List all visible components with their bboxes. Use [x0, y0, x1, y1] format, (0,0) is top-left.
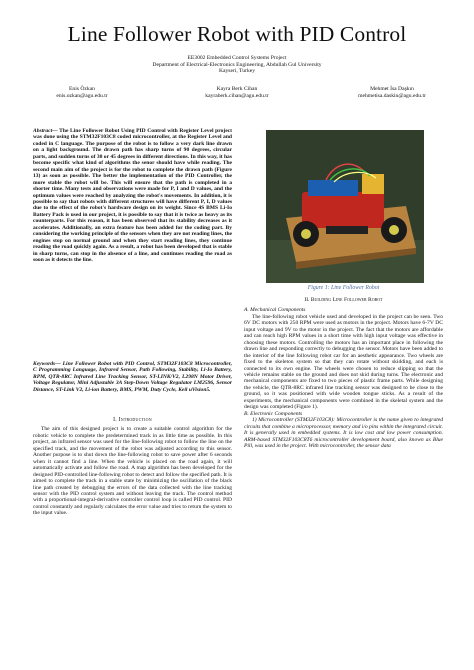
author-3: [327, 86, 457, 100]
author-email: kayraberk.cihan@agu.edu.tr: [205, 92, 269, 99]
abstract-text: The Line Follower Robot Using PID Control with Register Level project was done using the STM32F103C8 coded microcontroller, at the Register Level and coded in C language. The purpose of the robot is to follow a very dark line drawn on a light background. The drawn path has sharp turns of 90 degrees, circular parts, and sudden turns of 30 or 45 degrees in different directions. In this way, it has become specific what kind of algorithms the senor should have while reading. The second main aim of the project is for the robot to complete the drawn path (Figure 13) as soon as possible. The better the implementation of the PID Controller, the more stable the robot will be. This will ensure that the path is completed in a shorter time. Many tests and observations were made for P, I and D values, and the optimum values were reached by analyzing the robot's movements. In addition, it is possible to say that robots with different structures will have different P, I, D values due to the effect of the robot's hardware design on its weight. Since 4S BMS Li-Io Battery Pack is used in our project, it is possible to say that it is twice as heavy as its counterparts. For this reason, it has been observed that its stability decreases as it accelerates. Additionally, an extra feature has been added for the coding part. By considering the working principle of the sensors when they are not reading lines, the engines stop on normal ground and when they start reading lines, they continue reading the road quickly again. As a result, a robot has been developed that is stable in sharp turns, can stop in the absence of a line, and continues reading the road as soon as it detects the line.: [33, 128, 232, 264]
microcontroller-paragraph: [244, 417, 443, 449]
keywords: [33, 361, 232, 393]
author-name: Kayra Berk Cihan: [216, 86, 258, 92]
introduction-paragraph: The aim of this designed project is to create a suitable control algorithm for the robotic vehicle to complete the predetermined track in as little time as possible. In this project, an infrared sensor was used for the line-following robot to follow the line on the specified track, and the movement of the robot was adjusted according to this sensor. Another purpose is to shut down the line-following robot to save power after 6 seconds when it cannot find a line. When the vehicle is placed on the road again, it will automatically activate and follow the road. A map algorithm has been developed for the designed PID-controlled line-following robot to detect and follow the specified path. It is aimed to complete the track in a stable state by minimizing the oscillation of the black line path created by debugging the errors of the data collected with the line tracking sensor with the PID control system and without leaving the track. The control method with a proportional-integral-derivative controller control loop is called PID control. PID control constantly and regularly calculates the error value and tries to return the system to the input value.: [33, 426, 233, 517]
section-heading-building: II. Building Line Follower Robot: [304, 297, 383, 303]
author-name: Enis Özkan: [69, 86, 95, 92]
affiliation: [0, 55, 474, 75]
microcontroller-text: Microcontroller is the name given to integrated circuits that combine a microprocessor, memory and i/o pins within the integrated circuit. It is generally used in embedded systems. It is low cost and low power consumption. ARM-based STM32F103C8T6 microcontroller development board, also known as Blue Pill, was used in the project. With microcontroller, the sensor data: [244, 417, 443, 449]
figure-caption: Figure 1: Line Follower Robot: [307, 285, 380, 291]
introduction-section: [33, 413, 232, 517]
subsection-heading-mechanical: A. Mechanical Components: [244, 307, 306, 314]
microcontroller-lead: 1) Microcontroller (STM32F103C8):: [252, 417, 335, 424]
paper-title: Line Follower Robot with PID Control: [67, 22, 407, 46]
section-heading-introduction: I. Introduction: [113, 417, 152, 423]
author-2: [172, 86, 302, 100]
keywords-lead: Keywords—: [33, 361, 61, 367]
mechanical-paragraph: The line-following robot vehicle used and developed in the project can be seen. Two 6V DC motors with 250 RPM were used as motors in the project. Motors have 6-7V DC input voltage and 9V to the motor in the project. The fact that the motors are affordable and can reach high RPM values in a short time with high input voltage was effective in choosing these motors. Controlling the motors has an important place in following the drawn line and responding correctly to debugging the sensor. Motors have been added to the interior of the line following robot car for an aesthetic appearance. Two wheels are fixed to the skeleton system so that they can rotate without skidding, and each is connected to its own engine. The wheels were chosen to reduce slipping so that the vehicle remains stable on the ground and does not skid during turns. The electronic and mechanical components are fixed to two pieces of plastic frame parts. While designing the vehicle, the QTR-8RC infrared line tracking sensor was designed to be close to the ground, so it was positioned with wide wooden tongue sticks. As a result of the experiments, the mechanical components were combined in the skeletal system and the design was completed (Figure 1).: [244, 313, 443, 411]
robot-photo: [266, 130, 424, 283]
affiliation-course: EE3002 Embedded Control Systems Project: [187, 55, 287, 61]
author-email: mehmetisa.daskin@agu.edu.tr: [358, 92, 426, 99]
subsection-heading-electronic: B. Electronic Components: [244, 410, 303, 417]
building-section: [244, 297, 443, 449]
robot-photo-illustration: [266, 130, 424, 283]
affiliation-location: Kayseri, Turkey: [218, 68, 256, 75]
author-email: enis.ozkan@agu.edu.tr: [56, 92, 108, 99]
keywords-text: Line Follower Robot with PID Control, STM32F103C8 Microcontroller, C Programming Language, Infrared Sensor, Path Following, Stability, Li-Io Battery, RPM, QTR-8RC Infrared Line Tracking Sensor, ST-LINK/V2, L298N Motor Driver, Voltage Regulator, Mini Adjustable 3A Step-Down Voltage Regulator LM2596, Sensor Distance, ST-Link V2, Li-ion Battery, BMS, PWM, Duty Cycle, Keil uVision5.: [33, 361, 232, 393]
author-1: [17, 86, 147, 100]
affiliation-department: Department of Electrical-Electronics Engineering, Abdullah Gul University: [152, 61, 322, 68]
abstract-lead: Abstract—: [33, 128, 58, 134]
abstract: [33, 128, 232, 264]
author-name: Mehmet İsa Daşkın: [370, 86, 414, 92]
